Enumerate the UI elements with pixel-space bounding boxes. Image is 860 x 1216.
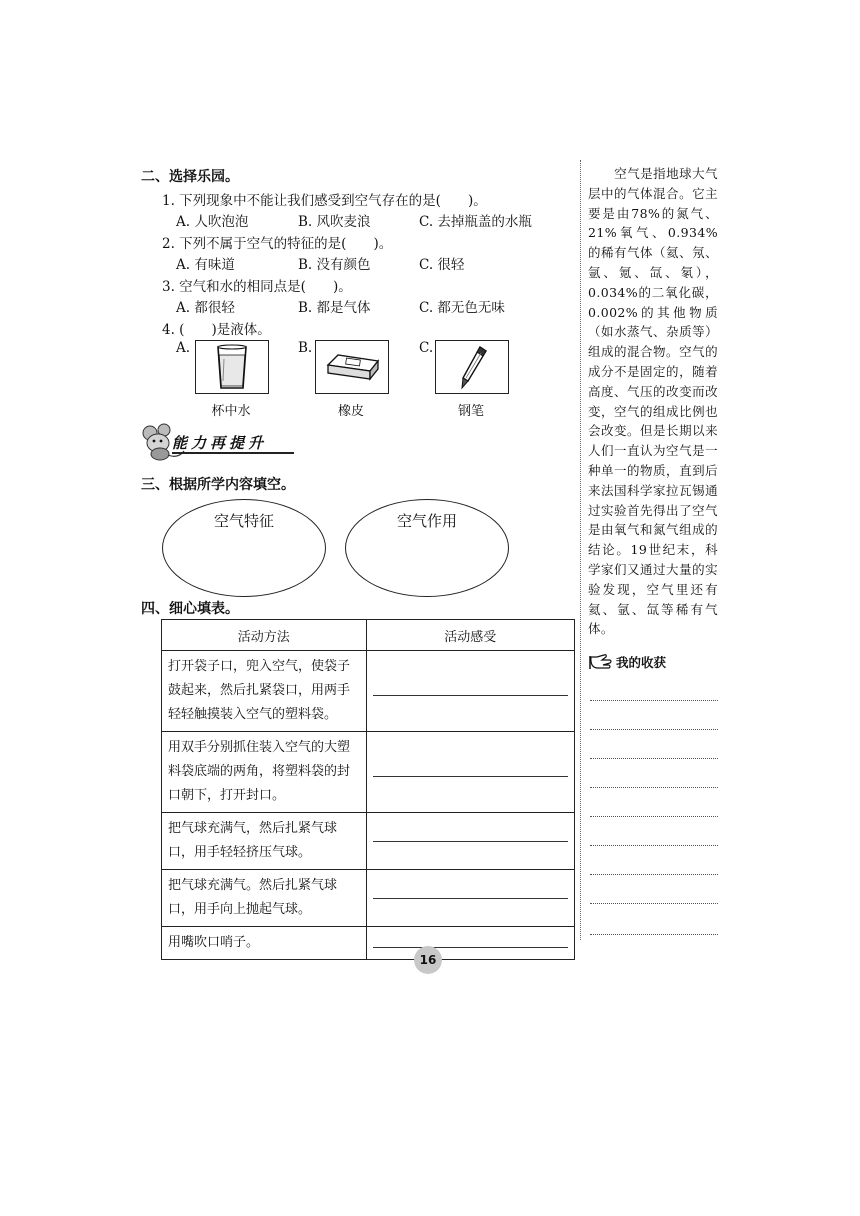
answer-line[interactable]: [373, 695, 568, 696]
row-method: 用嘴吹口哨子。: [162, 927, 367, 960]
sidebar-paragraph: 空气是指地球大气层中的气体混合。它主要是由78%的氮气、21%氧气、0.934%的稀有气体（氦、氖、氩、氪、氙、氡），0.034%的二氧化碳，0.002%的其他物质（如水蒸气、杂质等）组成的混合物。空气的成分不是固定的，随着高度、气压的改变而改变，空气的组成比例也会改变。但是长期以来人们一直认为空气是一种单一的物质，直到后来法国科学家拉瓦锡通过实验首先得出了空气是由氧气和氮气组成的结论。19世纪末，科学家们又通过大量的实验发现，空气里还有氦、氩、氙等稀有气体。: [588, 166, 718, 637]
sidebar-divider: [580, 160, 581, 940]
harvest-line[interactable]: [590, 903, 718, 904]
section2-title: 二、选择乐园。: [141, 169, 239, 185]
harvest-line[interactable]: [590, 845, 718, 846]
question-3-option-c[interactable]: C. 都无色无味: [419, 300, 505, 316]
question-4-option-c[interactable]: C.: [419, 340, 434, 356]
row-method: 用双手分别抓住装入空气的大塑料袋底端的两角，将塑料袋的封口朝下，打开封口。: [162, 732, 367, 813]
section4-title: 四、细心填表。: [141, 601, 239, 617]
answer-line[interactable]: [373, 898, 568, 899]
table-row: [162, 732, 575, 813]
circle-air-uses-label: 空气作用: [396, 512, 457, 530]
harvest-line[interactable]: [590, 874, 718, 875]
question-3-stem: 3. 空气和水的相同点是( )。: [162, 279, 352, 295]
table-row: [162, 927, 575, 960]
header-feeling: 活动感受: [366, 620, 574, 651]
row-feeling-cell[interactable]: [366, 927, 574, 960]
harvest-title: 我的收获: [616, 655, 667, 670]
glass-of-water-picture[interactable]: [195, 340, 269, 394]
question-2-option-b[interactable]: B. 没有颜色: [298, 257, 371, 273]
question-1-option-a[interactable]: A. 人吹泡泡: [176, 214, 249, 230]
circle-air-features[interactable]: [162, 499, 326, 597]
section3-title: 三、根据所学内容填空。: [141, 477, 295, 493]
question-4-option-a[interactable]: A.: [176, 340, 191, 356]
question-1-stem: 1. 下列现象中不能让我们感受到空气存在的是( )。: [162, 193, 487, 209]
sidebar-reading: [588, 164, 718, 639]
table-row: [162, 651, 575, 732]
harvest-line[interactable]: [590, 700, 718, 701]
banner-underline: [172, 452, 294, 454]
eraser-icon: [316, 341, 388, 393]
table-row: [162, 813, 575, 870]
row-feeling-cell[interactable]: [366, 732, 574, 813]
page-number: 16: [414, 946, 442, 974]
fountain-pen-picture[interactable]: [435, 340, 509, 394]
question-2-stem: 2. 下列不属于空气的特征的是( )。: [162, 236, 393, 252]
pointing-hand-icon: [588, 651, 614, 675]
answer-line[interactable]: [373, 841, 568, 842]
question-2-option-a[interactable]: A. 有味道: [176, 257, 235, 273]
answer-line[interactable]: [373, 776, 568, 777]
row-method: 把气球充满气，然后扎紧气球口，用手轻轻挤压气球。: [162, 813, 367, 870]
circle-air-features-label: 空气特征: [213, 512, 274, 530]
question-1-option-c[interactable]: C. 去掉瓶盖的水瓶: [419, 214, 532, 230]
header-method: 活动方法: [162, 620, 367, 651]
harvest-line[interactable]: [590, 758, 718, 759]
table-header-row: [162, 620, 575, 651]
glass-of-water-icon: [196, 341, 268, 393]
question-1-option-b[interactable]: B. 风吹麦浪: [298, 214, 371, 230]
banner-title: 能力再提升: [172, 434, 268, 452]
caption-fountain-pen: 钢笔: [457, 404, 484, 419]
caption-eraser: 橡皮: [337, 404, 364, 419]
row-feeling-cell[interactable]: [366, 651, 574, 732]
harvest-line[interactable]: [590, 816, 718, 817]
eraser-picture[interactable]: [315, 340, 389, 394]
question-3-option-b[interactable]: B. 都是气体: [298, 300, 371, 316]
harvest-line[interactable]: [590, 729, 718, 730]
caption-glass-of-water: 杯中水: [211, 404, 251, 419]
question-4-stem: 4. ( )是液体。: [162, 322, 271, 338]
question-2-option-c[interactable]: C. 很轻: [419, 257, 465, 273]
fountain-pen-icon: [436, 341, 508, 393]
row-method: 打开袋子口，兜入空气，使袋子鼓起来，然后扎紧袋口，用两手轻轻触摸装入空气的塑料袋。: [162, 651, 367, 732]
circle-air-uses[interactable]: [345, 499, 509, 597]
answer-line[interactable]: [373, 947, 568, 948]
row-feeling-cell[interactable]: [366, 870, 574, 927]
row-feeling-cell[interactable]: [366, 813, 574, 870]
harvest-line[interactable]: [590, 934, 718, 935]
harvest-line[interactable]: [590, 787, 718, 788]
question-4-option-b[interactable]: B.: [298, 340, 313, 356]
row-method: 把气球充满气。然后扎紧气球口，用手向上抛起气球。: [162, 870, 367, 927]
activity-table: [161, 619, 575, 960]
table-row: [162, 870, 575, 927]
question-3-option-a[interactable]: A. 都很轻: [176, 300, 235, 316]
